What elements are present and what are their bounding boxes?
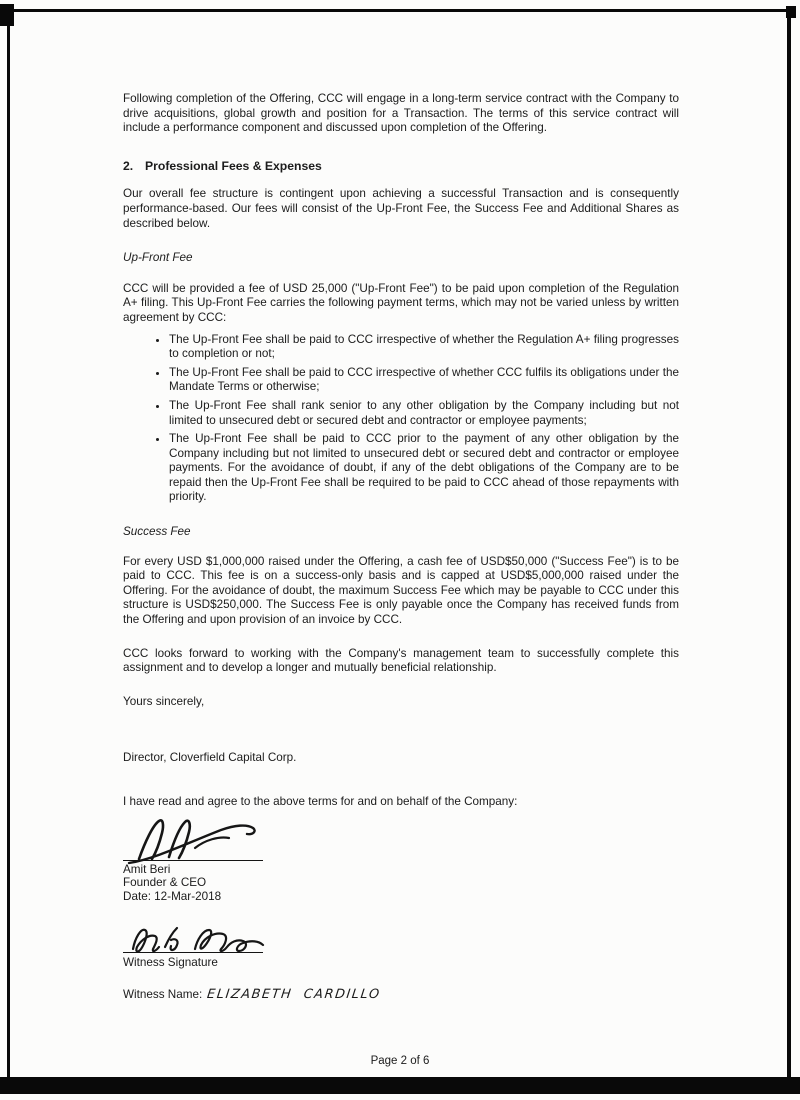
upfront-fee-subheading: Up-Front Fee: [123, 251, 193, 265]
scan-corner-top-right: [786, 6, 796, 18]
scan-corner-top-left: [0, 4, 14, 26]
success-fee-paragraph: For every USD $1,000,000 raised under the Offering, a cash fee of USD$50,000 ("Success Fee") is to be paid to CCC. This fee is on a success-only basis and is capped at USD$5,000,000 raised under the Offering. For the avoidance of doubt, the maximum Success Fee which may be payable to CCC under this structure is USD$250,000. The Success Fee is only payable once the Company has received funds from the Offering and upon provision of an invoice by CCC.: [123, 554, 679, 627]
scan-edge-right: [787, 9, 791, 1087]
section-heading: [123, 159, 679, 174]
scan-edge-left: [7, 9, 10, 1087]
director-line: Director, Cloverfield Capital Corp.: [123, 751, 297, 765]
list-item: • The Up-Front Fee shall rank senior to any other obligation by the Company including but not limited to unsecured debt or secured debt and contractor or employee payments;: [169, 399, 679, 428]
upfront-fee-paragraph: CCC will be provided a fee of USD 25,000 ("Up-Front Fee") to be paid upon completion of the Regulation A+ filing. This Up-Front Fee carries the following payment terms, which may not be varied unless by written agreement by CCC:: [123, 281, 679, 324]
signatory-block: [123, 815, 679, 904]
upfront-fee-bullet-list: [123, 333, 679, 506]
success-fee-subheading: Success Fee: [123, 525, 191, 539]
scan-edge-bottom: [0, 1077, 800, 1094]
section-title: Professional Fees & Expenses: [145, 158, 322, 173]
witness-block: [123, 921, 679, 971]
section-number: 2.: [123, 158, 134, 173]
witness-signature-line: [123, 952, 263, 953]
closing-paragraph: CCC looks forward to working with the Company's management team to successfully complete this assignment and to develop a longer and mutually beneficial relationship.: [123, 646, 679, 675]
list-item: • The Up-Front Fee shall be paid to CCC prior to the payment of any other obligation by the Company including but not limited to unsecured debt or secured debt and contractor or employee payments. For the avoidance of doubt, if any of the debt obligations of the Company are to be repaid then the Up-Front Fee shall be required to be paid to CCC ahead of those repayments with priority.: [169, 432, 679, 505]
fees-overview-paragraph: Our overall fee structure is contingent upon achieving a successful Transaction and is consequently performance-based. Our fees will consist of the Up-Front Fee, the Success Fee and Additional Shares as described below.: [123, 187, 679, 230]
witness-signature-ink: [125, 921, 275, 959]
document-body: [123, 0, 679, 1002]
sign-off-line: Yours sincerely,: [123, 694, 205, 708]
witness-name-label: Witness Name:: [123, 987, 203, 1001]
witness-name-row: [123, 988, 679, 1003]
intro-paragraph: Following completion of the Offering, CCC will engage in a long-term service contract with the Company to drive acquisitions, global growth and position for a Transaction. The terms of this service contract will include a performance component and discussed upon completion of the Offering.: [123, 92, 679, 135]
agreement-line: I have read and agree to the above terms for and on behalf of the Company:: [123, 795, 518, 808]
signatory-date: Date: 12-Mar-2018: [123, 890, 222, 904]
list-item: • The Up-Front Fee shall be paid to CCC irrespective of whether the Regulation A+ filing progresses to completion or not;: [169, 333, 679, 362]
signatory-name: Amit Beri: [123, 862, 171, 876]
list-item: • The Up-Front Fee shall be paid to CCC irrespective of whether CCC fulfils its obligations under the Mandate Terms or otherwise;: [169, 366, 679, 395]
witness-name-handwritten: ELIZABETH CARDILLO: [206, 986, 382, 1002]
signatory-title: Founder & CEO: [123, 876, 207, 890]
witness-signature-label: Witness Signature: [123, 955, 218, 969]
page-number: Page 2 of 6: [370, 1055, 430, 1067]
